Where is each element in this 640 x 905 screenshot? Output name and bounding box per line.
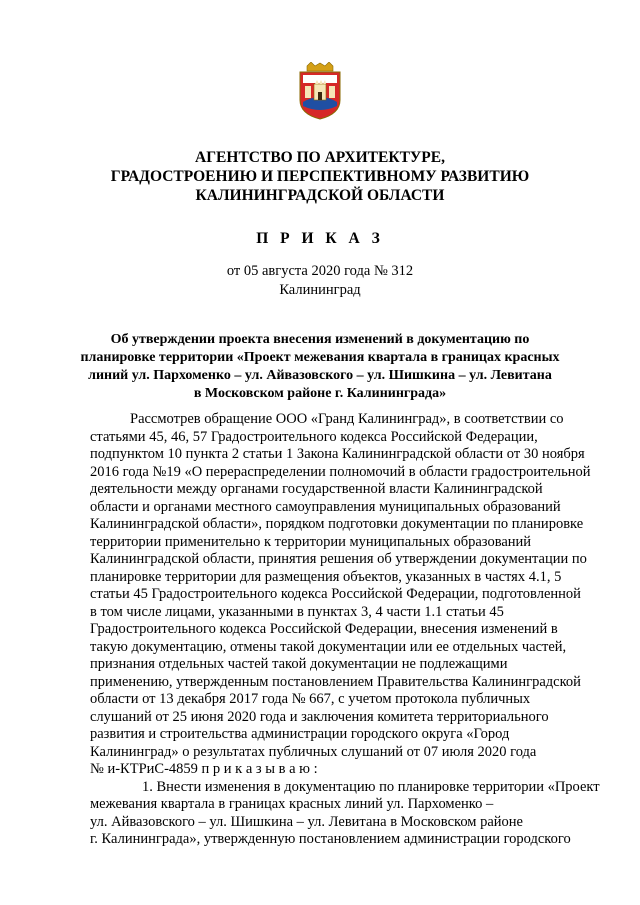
subject-line: в Московском районе г. Калининграда»: [193, 386, 447, 401]
agency-name: [0, 148, 640, 205]
body-line: области от 13 декабря 2017 года № 667, с учетом протокола публичных: [90, 691, 531, 707]
body-line: признания отдельных частей такой документации не подлежащими: [90, 656, 508, 672]
agency-line-3: КАЛИНИНГРАДСКОЙ ОБЛАСТИ: [195, 187, 445, 204]
body-line: развития и строительства администрации городского округа «Город: [90, 726, 510, 742]
body-line: Калининградской области», порядком подготовки документации по планировке: [90, 516, 584, 532]
body-line: такую документацию, отмены такой документации или ее отдельных частей,: [90, 638, 567, 655]
body-line: области и органами местного самоуправления муниципальных образований: [90, 498, 561, 515]
body-line: г. Калининграда», утвержденную постановлением администрации городского: [90, 831, 571, 847]
body-line: применению, утвержденным постановлением Правительства Калининградской: [90, 673, 581, 690]
body-line: 2016 года №19 «О перераспределении полномочий в области градостроительной: [90, 463, 591, 480]
subject-line: планировке территории «Проект межевания квартала в границах красных: [80, 350, 560, 365]
date-number: от 05 августа 2020 года № 312: [226, 263, 414, 279]
body-line: слушаний от 25 июня 2020 года и заключения комитета территориального: [90, 708, 549, 725]
agency-line-1: АГЕНТСТВО ПО АРХИТЕКТУРЕ,: [195, 149, 445, 166]
body-line: территории применительно к территории муниципальных образований: [90, 533, 532, 550]
order-body-text: [90, 411, 598, 849]
document-type-title: П Р И К А З: [256, 230, 384, 247]
city: Калининград: [279, 282, 361, 298]
body-line: № и-КТРиС-4859 п р и к а з ы в а ю :: [90, 761, 318, 777]
subject-line: Об утверждении проекта внесения изменений в документацию по: [110, 332, 530, 347]
body-line: деятельности между органами государственной власти Калининградской: [90, 481, 543, 497]
body-line: статьи 45 Градостроительного кодекса Российской Федерации, подготовленной: [90, 586, 581, 602]
body-line: статьями 45, 46, 57 Градостроительного кодекса Российской Федерации,: [90, 428, 538, 445]
body-line: Рассмотрев обращение ООО «Гранд Калининград», в соответствии со: [130, 411, 564, 427]
body-line: подпунктом 10 пункта 2 статьи 1 Закона Калининградской области от 30 ноября: [90, 446, 585, 462]
date-and-place: [0, 262, 640, 300]
body-line: Калининград» о результатах публичных слушаний от 07 июля 2020 года: [90, 743, 537, 760]
body-line: межевания квартала в границах красных линий ул. Пархоменко –: [90, 796, 494, 812]
order-subject: [0, 331, 640, 403]
body-line: Градостроительного кодекса Российской Федерации, внесения изменений в: [90, 621, 558, 637]
agency-line-2: ГРАДОСТРОЕНИЮ И ПЕРСПЕКТИВНОМУ РАЗВИТИЮ: [110, 168, 530, 185]
body-line: Калининградской области, принятия решения об утверждении документации по: [90, 551, 587, 567]
body-line: в том числе лицами, указанными в пунктах 3, 4 части 1.1 статьи 45: [90, 603, 504, 620]
coat-of-arms-emblem: [297, 62, 343, 120]
subject-line: линий ул. Пархоменко – ул. Айвазовского – ул. Шишкина – ул. Левитана: [88, 368, 552, 383]
body-line: ул. Айвазовского – ул. Шишкина – ул. Левитана в Московском районе: [90, 813, 523, 830]
body-line: 1. Внести изменения в документацию по планировке территории «Проект: [142, 778, 600, 795]
body-line: планировке территории для размещения объектов, указанных в частях 4.1, 5: [90, 568, 562, 585]
